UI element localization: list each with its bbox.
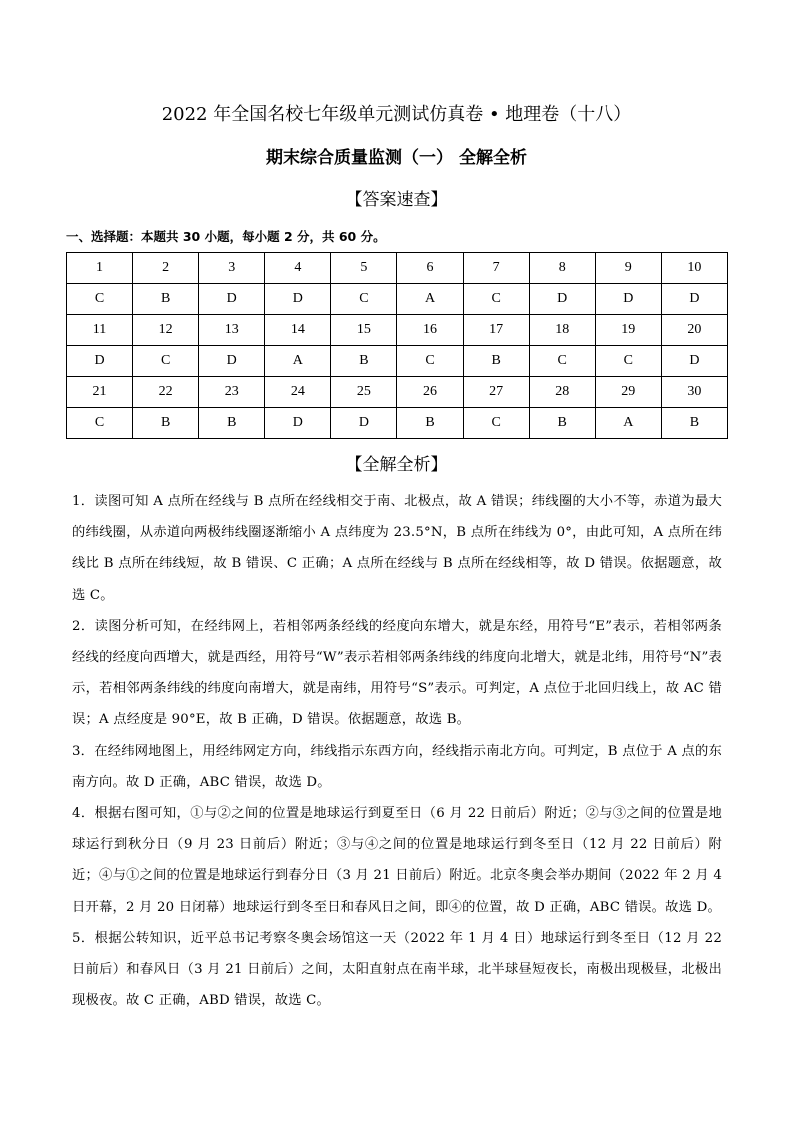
question-number-cell: 1	[67, 253, 133, 284]
answer-cell: A	[397, 284, 463, 315]
answer-cell: D	[265, 284, 331, 315]
question-number-row	[67, 315, 728, 346]
question-number-cell: 10	[661, 253, 727, 284]
question-number-cell: 2	[133, 253, 199, 284]
analysis-heading: 【全解全析】	[345, 455, 448, 475]
answer-row	[67, 346, 728, 377]
question-number-cell: 22	[133, 377, 199, 408]
answer-cell: C	[595, 346, 661, 377]
question-number-cell: 8	[529, 253, 595, 284]
answer-cell: D	[595, 284, 661, 315]
answer-cell: B	[199, 408, 265, 439]
question-number-cell: 9	[595, 253, 661, 284]
analysis-paragraph-5: 5．根据公转知识，近平总书记考察冬奥会场馆这一天（2022 年 1 月 4 日）地球运行到冬至日（12 月 22 日前后）和春风日（3 月 21 日前后）之间，太阳直射点在南半球，北半球昼短夜长，南极出现极昼，北极出现极夜。故 C 正确，ABD 错误，故选 C。	[72, 930, 722, 1009]
question-number-cell: 25	[331, 377, 397, 408]
question-number-cell: 3	[199, 253, 265, 284]
answer-cell: C	[133, 346, 199, 377]
answer-cell: C	[529, 346, 595, 377]
question-number-cell: 11	[67, 315, 133, 346]
question-number-cell: 18	[529, 315, 595, 346]
answer-cell: C	[397, 346, 463, 377]
answers-heading: 【答案速查】	[345, 190, 448, 210]
question-number-cell: 4	[265, 253, 331, 284]
question-number-cell: 20	[661, 315, 727, 346]
question-number-cell: 12	[133, 315, 199, 346]
answer-row	[67, 408, 728, 439]
question-number-cell: 27	[463, 377, 529, 408]
answer-cell: D	[331, 408, 397, 439]
answer-cell: B	[463, 346, 529, 377]
answer-cell: C	[463, 284, 529, 315]
question-number-cell: 7	[463, 253, 529, 284]
answer-cell: A	[265, 346, 331, 377]
question-number-cell: 14	[265, 315, 331, 346]
answer-cell: C	[463, 408, 529, 439]
analysis-paragraph-3: 3．在经纬网地图上，用经纬网定方向，纬线指示东西方向，经线指示南北方向。可判定，B 点位于 A 点的东南方向。故 D 正确，ABC 错误，故选 D。	[72, 743, 722, 790]
question-number-cell: 19	[595, 315, 661, 346]
answer-cell: C	[67, 284, 133, 315]
question-number-cell: 26	[397, 377, 463, 408]
question-number-cell: 5	[331, 253, 397, 284]
answer-cell: D	[199, 284, 265, 315]
question-number-cell: 6	[397, 253, 463, 284]
answer-cell: D	[661, 284, 727, 315]
analysis-body	[72, 486, 722, 1016]
answer-cell: C	[331, 284, 397, 315]
answer-cell: A	[595, 408, 661, 439]
question-number-cell: 29	[595, 377, 661, 408]
document-title: 2022 年全国名校七年级单元测试仿真卷 • 地理卷（十八）	[161, 104, 632, 125]
analysis-paragraph-1: 1．读图可知 A 点所在经线与 B 点所在经线相交于南、北极点，故 A 错误；纬线圈的大小不等，赤道为最大的纬线圈，从赤道向两极纬线圈逐渐缩小 A 点纬度为 23.5°N，B 点所在纬线为 0°，由此可知，A 点所在纬线比 B 点所在纬线短，故 B 错误、C 正确；A 点所在经线与 B 点所在经线相等，故 D 错误。依据题意，故选 C。	[72, 494, 722, 603]
answer-cell: B	[133, 284, 199, 315]
answer-cell: B	[529, 408, 595, 439]
answer-cell: B	[397, 408, 463, 439]
question-number-cell: 13	[199, 315, 265, 346]
question-number-cell: 17	[463, 315, 529, 346]
answer-cell: B	[331, 346, 397, 377]
question-number-cell: 23	[199, 377, 265, 408]
analysis-paragraph-4: 4．根据右图可知，①与②之间的位置是地球运行到夏至日（6 月 22 日前后）附近；②与③之间的位置是地球运行到秋分日（9 月 23 日前后）附近；③与④之间的位置是地球运行到冬至日（12 月 22 日前后）附近；④与①之间的位置是地球运行到春分日（3 月 21 日前后）附近。北京冬奥会举办期间（2022 年 2 月 4 日开幕，2 月 20 日闭幕）地球运行到冬至日和春风日之间，即④的位置，故 D 正确，ABC 错误。故选 D。	[72, 806, 722, 915]
question-number-cell: 24	[265, 377, 331, 408]
question-number-row	[67, 253, 728, 284]
answer-table	[66, 252, 728, 439]
document-subtitle: 期末综合质量监测（一） 全解全析	[266, 148, 527, 168]
answer-cell: D	[661, 346, 727, 377]
analysis-paragraph-2: 2．读图分析可知，在经纬网上，若相邻两条经线的经度向东增大，就是东经，用符号“E”表示，若相邻两条经线的经度向西增大，就是西经，用符号“W”表示若相邻两条纬线的纬度向北增大，就是北纬，用符号“N”表示，若相邻两条纬线的纬度向南增大，就是南纬，用符号“S”表示。可判定，A 点位于北回归线上，故 AC 错误；A 点经度是 90°E，故 B 正确，D 错误。依据题意，故选 B。	[72, 618, 722, 728]
answer-cell: C	[67, 408, 133, 439]
question-number-cell: 28	[529, 377, 595, 408]
answer-cell: B	[133, 408, 199, 439]
answer-cell: D	[265, 408, 331, 439]
answer-row	[67, 284, 728, 315]
question-section-heading: 一、选择题：本题共 30 小题，每小题 2 分，共 60 分。	[66, 229, 386, 244]
question-number-cell: 30	[661, 377, 727, 408]
answer-cell: B	[661, 408, 727, 439]
answer-cell: D	[529, 284, 595, 315]
question-number-row	[67, 377, 728, 408]
answer-cell: D	[67, 346, 133, 377]
question-number-cell: 21	[67, 377, 133, 408]
question-number-cell: 16	[397, 315, 463, 346]
question-number-cell: 15	[331, 315, 397, 346]
answer-cell: D	[199, 346, 265, 377]
